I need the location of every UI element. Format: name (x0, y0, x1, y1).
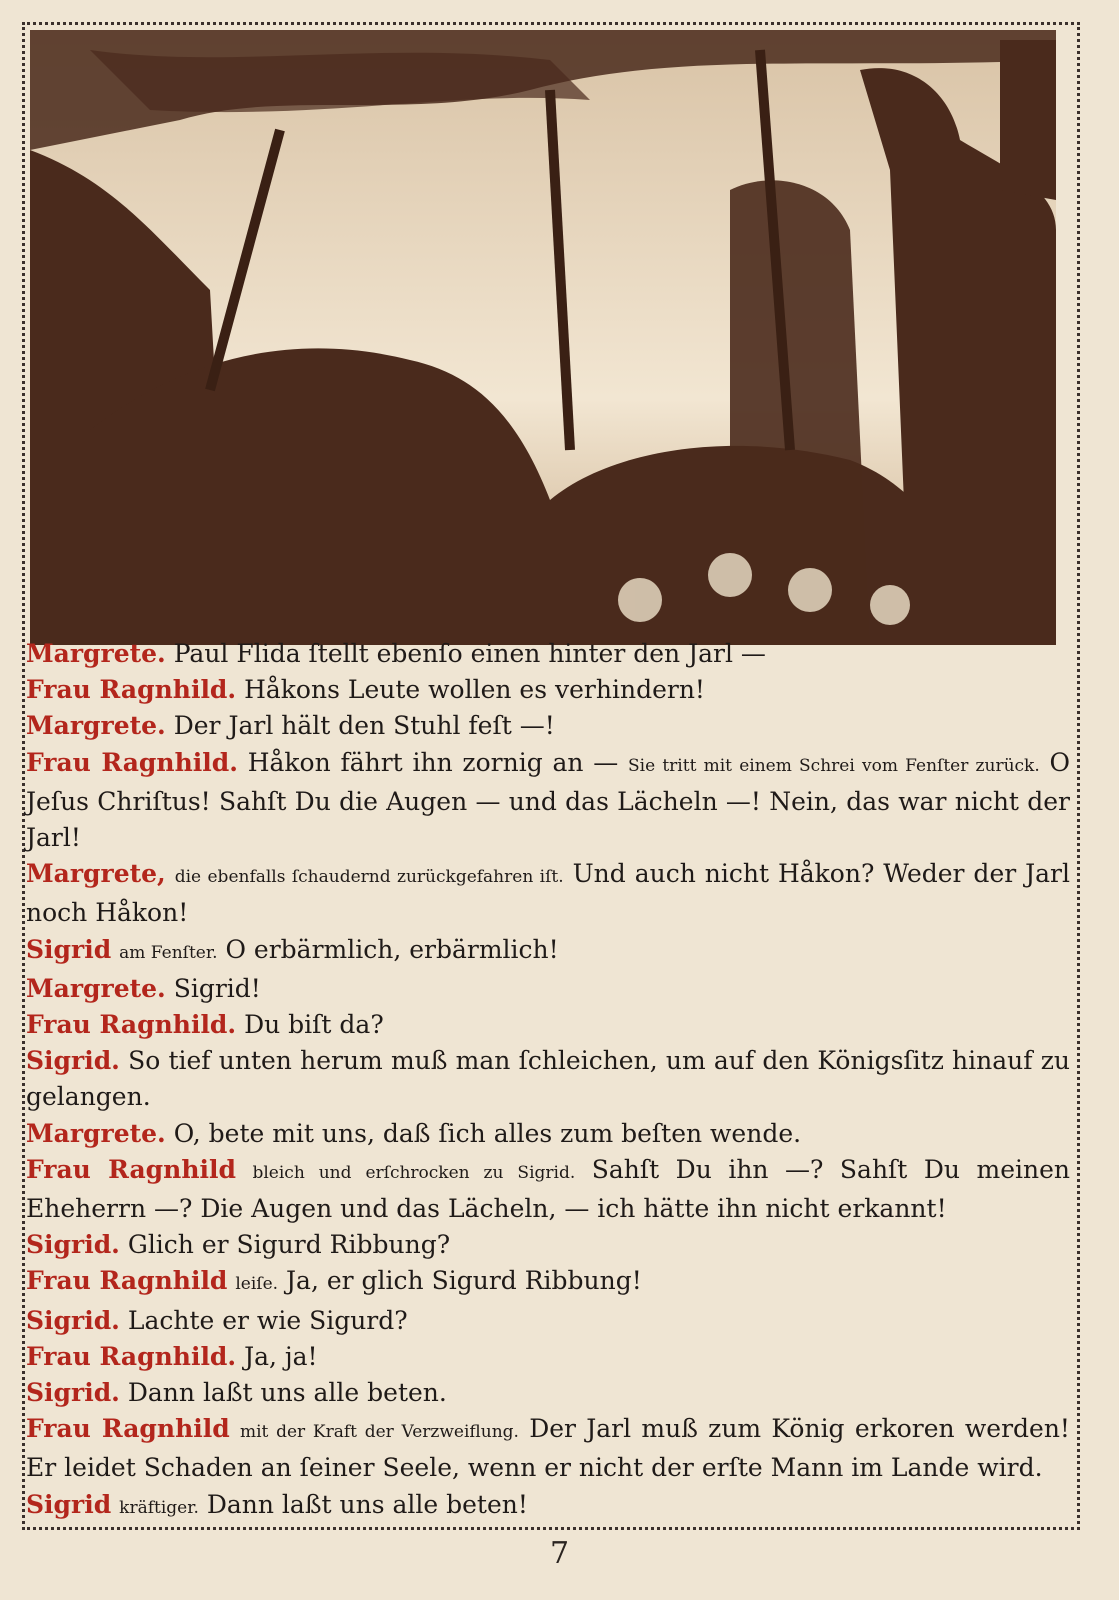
speaker-name: Frau Ragnhild. (26, 675, 237, 705)
speech-text: Sigrid! (173, 973, 261, 1003)
stage-direction: leiſe. (235, 1274, 279, 1295)
speech-text: Dann laßt uns alle beten. (127, 1378, 447, 1408)
speech-text: Ja, er glich Sigurd Ribbung! (286, 1266, 642, 1296)
speaker-name: Margrete. (26, 711, 166, 741)
speaker-name: Sigrid. (26, 1305, 120, 1335)
stage-direction: bleich und erſchrocken zu Sigrid. (252, 1162, 576, 1183)
speech-text: So tief unten herum muß man ſchleichen, um auf den Königsſitz hinauf zu gelangen. (26, 1046, 1070, 1112)
speech-text: Sahſt Du ihn —? Sahſt Du meinen Eheherrn —? Die Augen und das Lächeln, — ich hätte ihn nicht erkannt! (26, 1154, 1070, 1224)
speaker-name: Frau Ragnhild (26, 1154, 236, 1184)
speaker-name: Margrete, (26, 859, 166, 889)
speaker-name: Frau Ragnhild. (26, 1341, 237, 1371)
stage-direction: kräftiger. (119, 1497, 199, 1518)
dialogue-line (26, 856, 1070, 931)
speaker-name: Frau Ragnhild. (26, 1010, 237, 1040)
speech-text: O erbärmlich, erbärmlich! (225, 934, 559, 964)
speech-text: O, bete mit uns, daß ſich alles zum beſten wende. (173, 1118, 802, 1148)
dialogue-line (26, 1007, 1070, 1043)
speech-text: Lachte er wie Sigurd? (127, 1305, 408, 1335)
speaker-name: Sigrid. (26, 1378, 120, 1408)
dialogue-line (26, 708, 1070, 744)
speech-text: Du biſt da? (244, 1010, 384, 1040)
speaker-name: Margrete. (26, 1118, 166, 1148)
dialogue-line (26, 1227, 1070, 1263)
dialogue-line (26, 1043, 1070, 1115)
speech-text: Glich er Sigurd Ribbung? (127, 1230, 451, 1260)
speech-text: Der Jarl muß zum König erkoren werden! Er leidet Schaden an ſeiner Seele, wenn er nicht der erſte Mann im Lande wird. (26, 1414, 1070, 1483)
speaker-name: Sigrid (26, 1489, 112, 1519)
speech-text: Håkons Leute wollen es verhindern! (244, 675, 705, 705)
speech-text: O Jeſus Chriſtus! Sahſt Du die Augen — und das Lächeln —! Nein, das war nicht der Jarl! (26, 747, 1071, 853)
page-number: 7 (549, 1536, 570, 1571)
dialogue-line (26, 1152, 1070, 1227)
speech-text: Und auch nicht Håkon? Weder der Jarl noch Håkon! (26, 859, 1070, 928)
speech-text: Håkon fährt ihn zornig an — (247, 747, 619, 777)
dialogue-line (26, 1375, 1070, 1411)
etching-illustration-banner-scene (30, 30, 1056, 645)
dialogue-line (26, 636, 1070, 672)
speaker-name: Sigrid (26, 934, 112, 964)
speaker-name: Sigrid. (26, 1046, 120, 1076)
speech-text: Der Jarl hält den Stuhl feſt —! (173, 711, 555, 741)
stage-direction: am Fenſter. (119, 942, 218, 963)
dialogue-line (26, 1487, 1070, 1526)
dialogue-line (26, 1411, 1070, 1486)
dialogue-text (26, 636, 1070, 1526)
stage-direction: mit der Kraft der Verzweiflung. (240, 1422, 519, 1443)
dialogue-line (26, 971, 1070, 1007)
stage-direction: Sie tritt mit einem Schrei vom Fenſter zurück. (627, 755, 1040, 776)
dialogue-line (26, 745, 1070, 857)
speaker-name: Frau Ragnhild (26, 1414, 230, 1444)
speech-text: Dann laßt uns alle beten! (206, 1489, 528, 1519)
speech-text: Paul Flida ſtellt ebenſo einen hinter den Jarl — (173, 639, 766, 668)
dialogue-line (26, 1339, 1070, 1375)
speaker-name: Sigrid. (26, 1230, 120, 1260)
dialogue-line (26, 1263, 1070, 1302)
speaker-name: Margrete. (26, 973, 166, 1003)
speech-text: Ja, ja! (244, 1341, 318, 1371)
dialogue-line (26, 672, 1070, 708)
dialogue-line (26, 1116, 1070, 1152)
dialogue-line (26, 1303, 1070, 1339)
speaker-name: Frau Ragnhild (26, 1266, 228, 1296)
stage-direction: die ebenfalls ſchaudernd zurückgefahren iſt. (174, 867, 564, 888)
speaker-name: Margrete. (26, 639, 166, 668)
dialogue-line (26, 932, 1070, 971)
speaker-name: Frau Ragnhild. (26, 747, 238, 777)
